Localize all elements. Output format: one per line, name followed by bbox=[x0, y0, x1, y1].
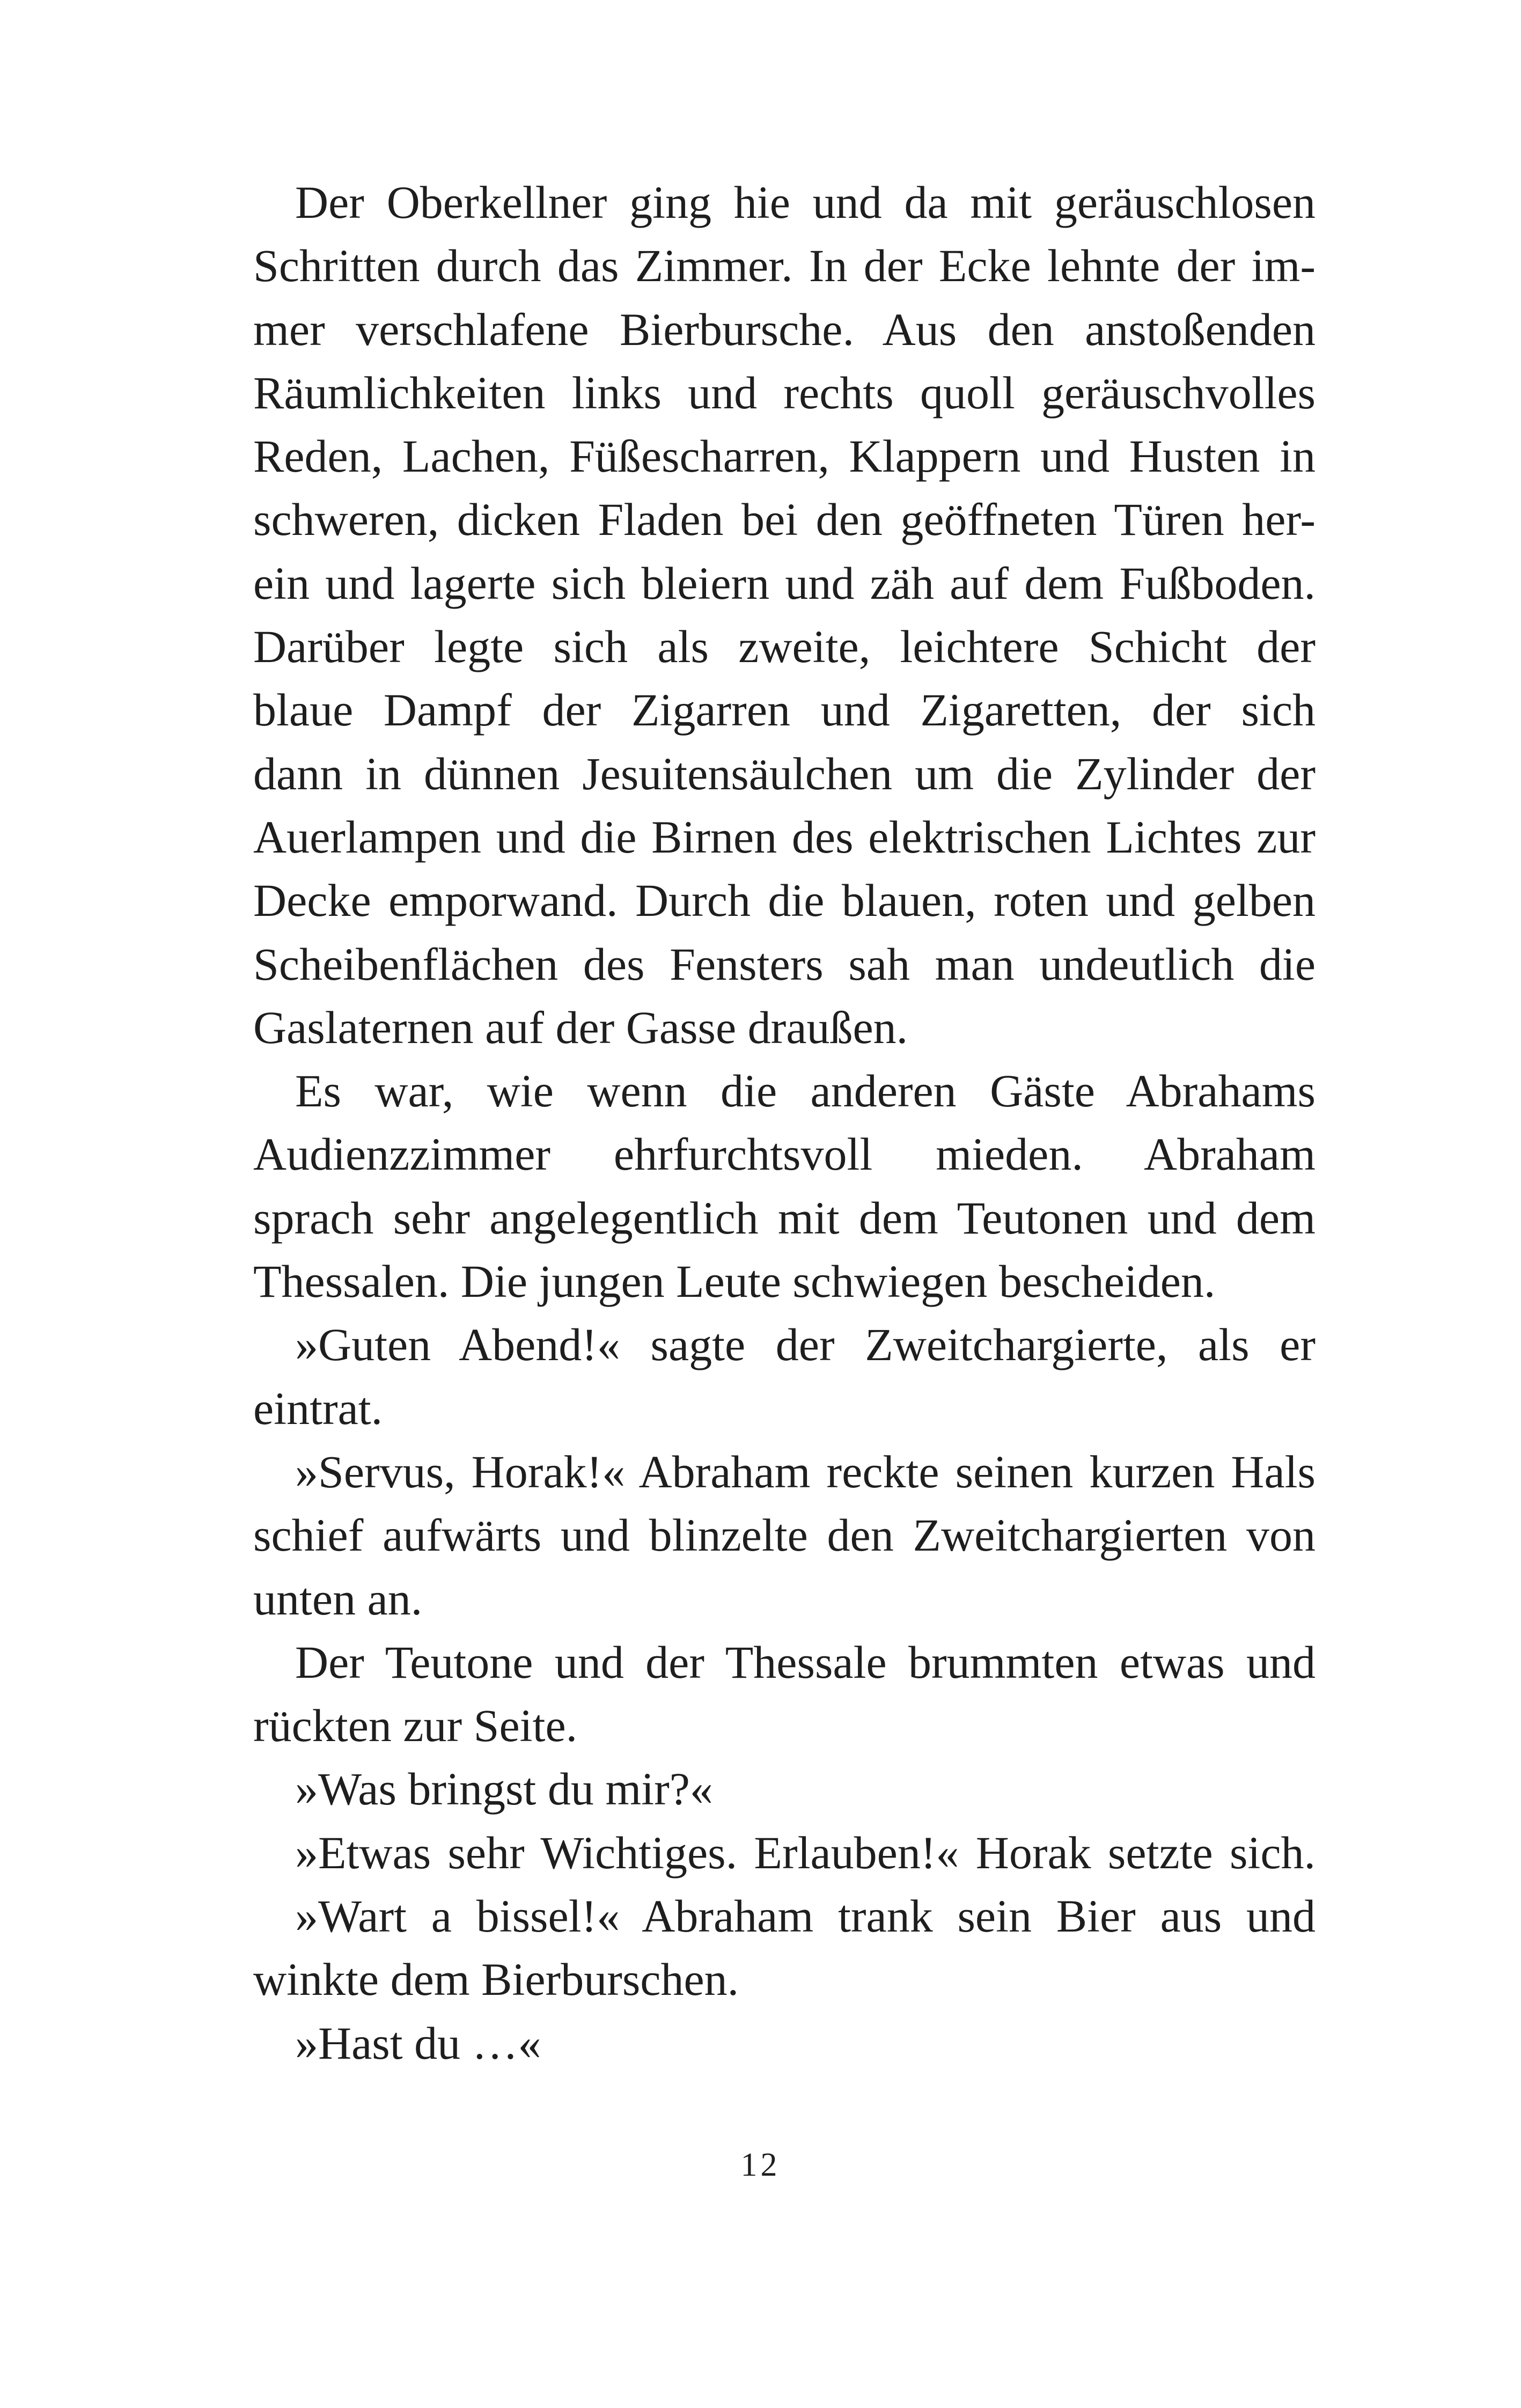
text-line: »Servus, Horak!« Abraham reckte seinen kurzen Hals bbox=[295, 1445, 1316, 1497]
text-line: Der Teutone und der Thessale brummten etwas und bbox=[295, 1636, 1316, 1688]
text-line: Der Oberkellner ging hie und da mit geräuschlosen bbox=[295, 177, 1316, 228]
text-line: Darüber legte sich als zweite, leichtere Schicht der bbox=[253, 621, 1316, 673]
text-line: unten an. bbox=[253, 1573, 423, 1625]
text-line: Decke emporwand. Durch die blauen, roten und gelben bbox=[253, 875, 1316, 927]
text-line: Thessalen. Die jungen Leute schwiegen bescheiden. bbox=[253, 1256, 1216, 1308]
text-line: »Etwas sehr Wichtiges. Erlauben!« Horak setzte sich. bbox=[295, 1826, 1316, 1878]
text-line: Es war, wie wenn die anderen Gäste Abrahams bbox=[295, 1065, 1316, 1117]
text-line: »Guten Abend!« sagte der Zweitchargierte, als er bbox=[295, 1319, 1316, 1371]
text-line: sprach sehr angelegentlich mit dem Teutonen und dem bbox=[253, 1192, 1316, 1244]
text-line: Scheibenflächen des Fensters sah man undeutlich die bbox=[253, 938, 1316, 990]
text-line: schief aufwärts und blinzelte den Zweitchargierten von bbox=[253, 1509, 1316, 1561]
text-line: rückten zur Seite. bbox=[253, 1700, 578, 1752]
text-line: Audienzzimmer ehrfurchtsvoll mieden. Abraham bbox=[253, 1128, 1316, 1180]
text-line: Schritten durch das Zimmer. In der Ecke lehnte der im- bbox=[253, 240, 1316, 292]
text-line: Räumlichkeiten links und rechts quoll geräuschvolles bbox=[253, 366, 1316, 419]
page-number: 12 bbox=[740, 2147, 781, 2183]
text-line: »Was bringst du mir?« bbox=[295, 1763, 713, 1815]
text-line: »Wart a bissel!« Abraham trank sein Bier aus und bbox=[295, 1890, 1316, 1942]
text-line: Reden, Lachen, Füßescharren, Klappern und Husten in bbox=[253, 430, 1316, 482]
text-line: Auerlampen und die Birnen des elektrischen Lichtes zur bbox=[253, 811, 1316, 863]
text-line: winkte dem Bierburschen. bbox=[253, 1954, 739, 2006]
text-line: Gaslaternen auf der Gasse draußen. bbox=[253, 1001, 908, 1053]
text-line: dann in dünnen Jesuitensäulchen um die Zylinder der bbox=[253, 747, 1316, 799]
text-line: »Hast du …« bbox=[295, 2017, 541, 2069]
text-line: blaue Dampf der Zigarren und Zigaretten, der sich bbox=[253, 684, 1316, 736]
body-text bbox=[253, 171, 1316, 2075]
text-line: schweren, dicken Fladen bei den geöffneten Türen her- bbox=[253, 494, 1316, 546]
text-line: eintrat. bbox=[253, 1382, 383, 1434]
text-line: ein und lagerte sich bleiern und zäh auf dem Fußboden. bbox=[253, 557, 1316, 609]
text-line: mer verschlafene Bierbursche. Aus den anstoßenden bbox=[253, 303, 1316, 355]
